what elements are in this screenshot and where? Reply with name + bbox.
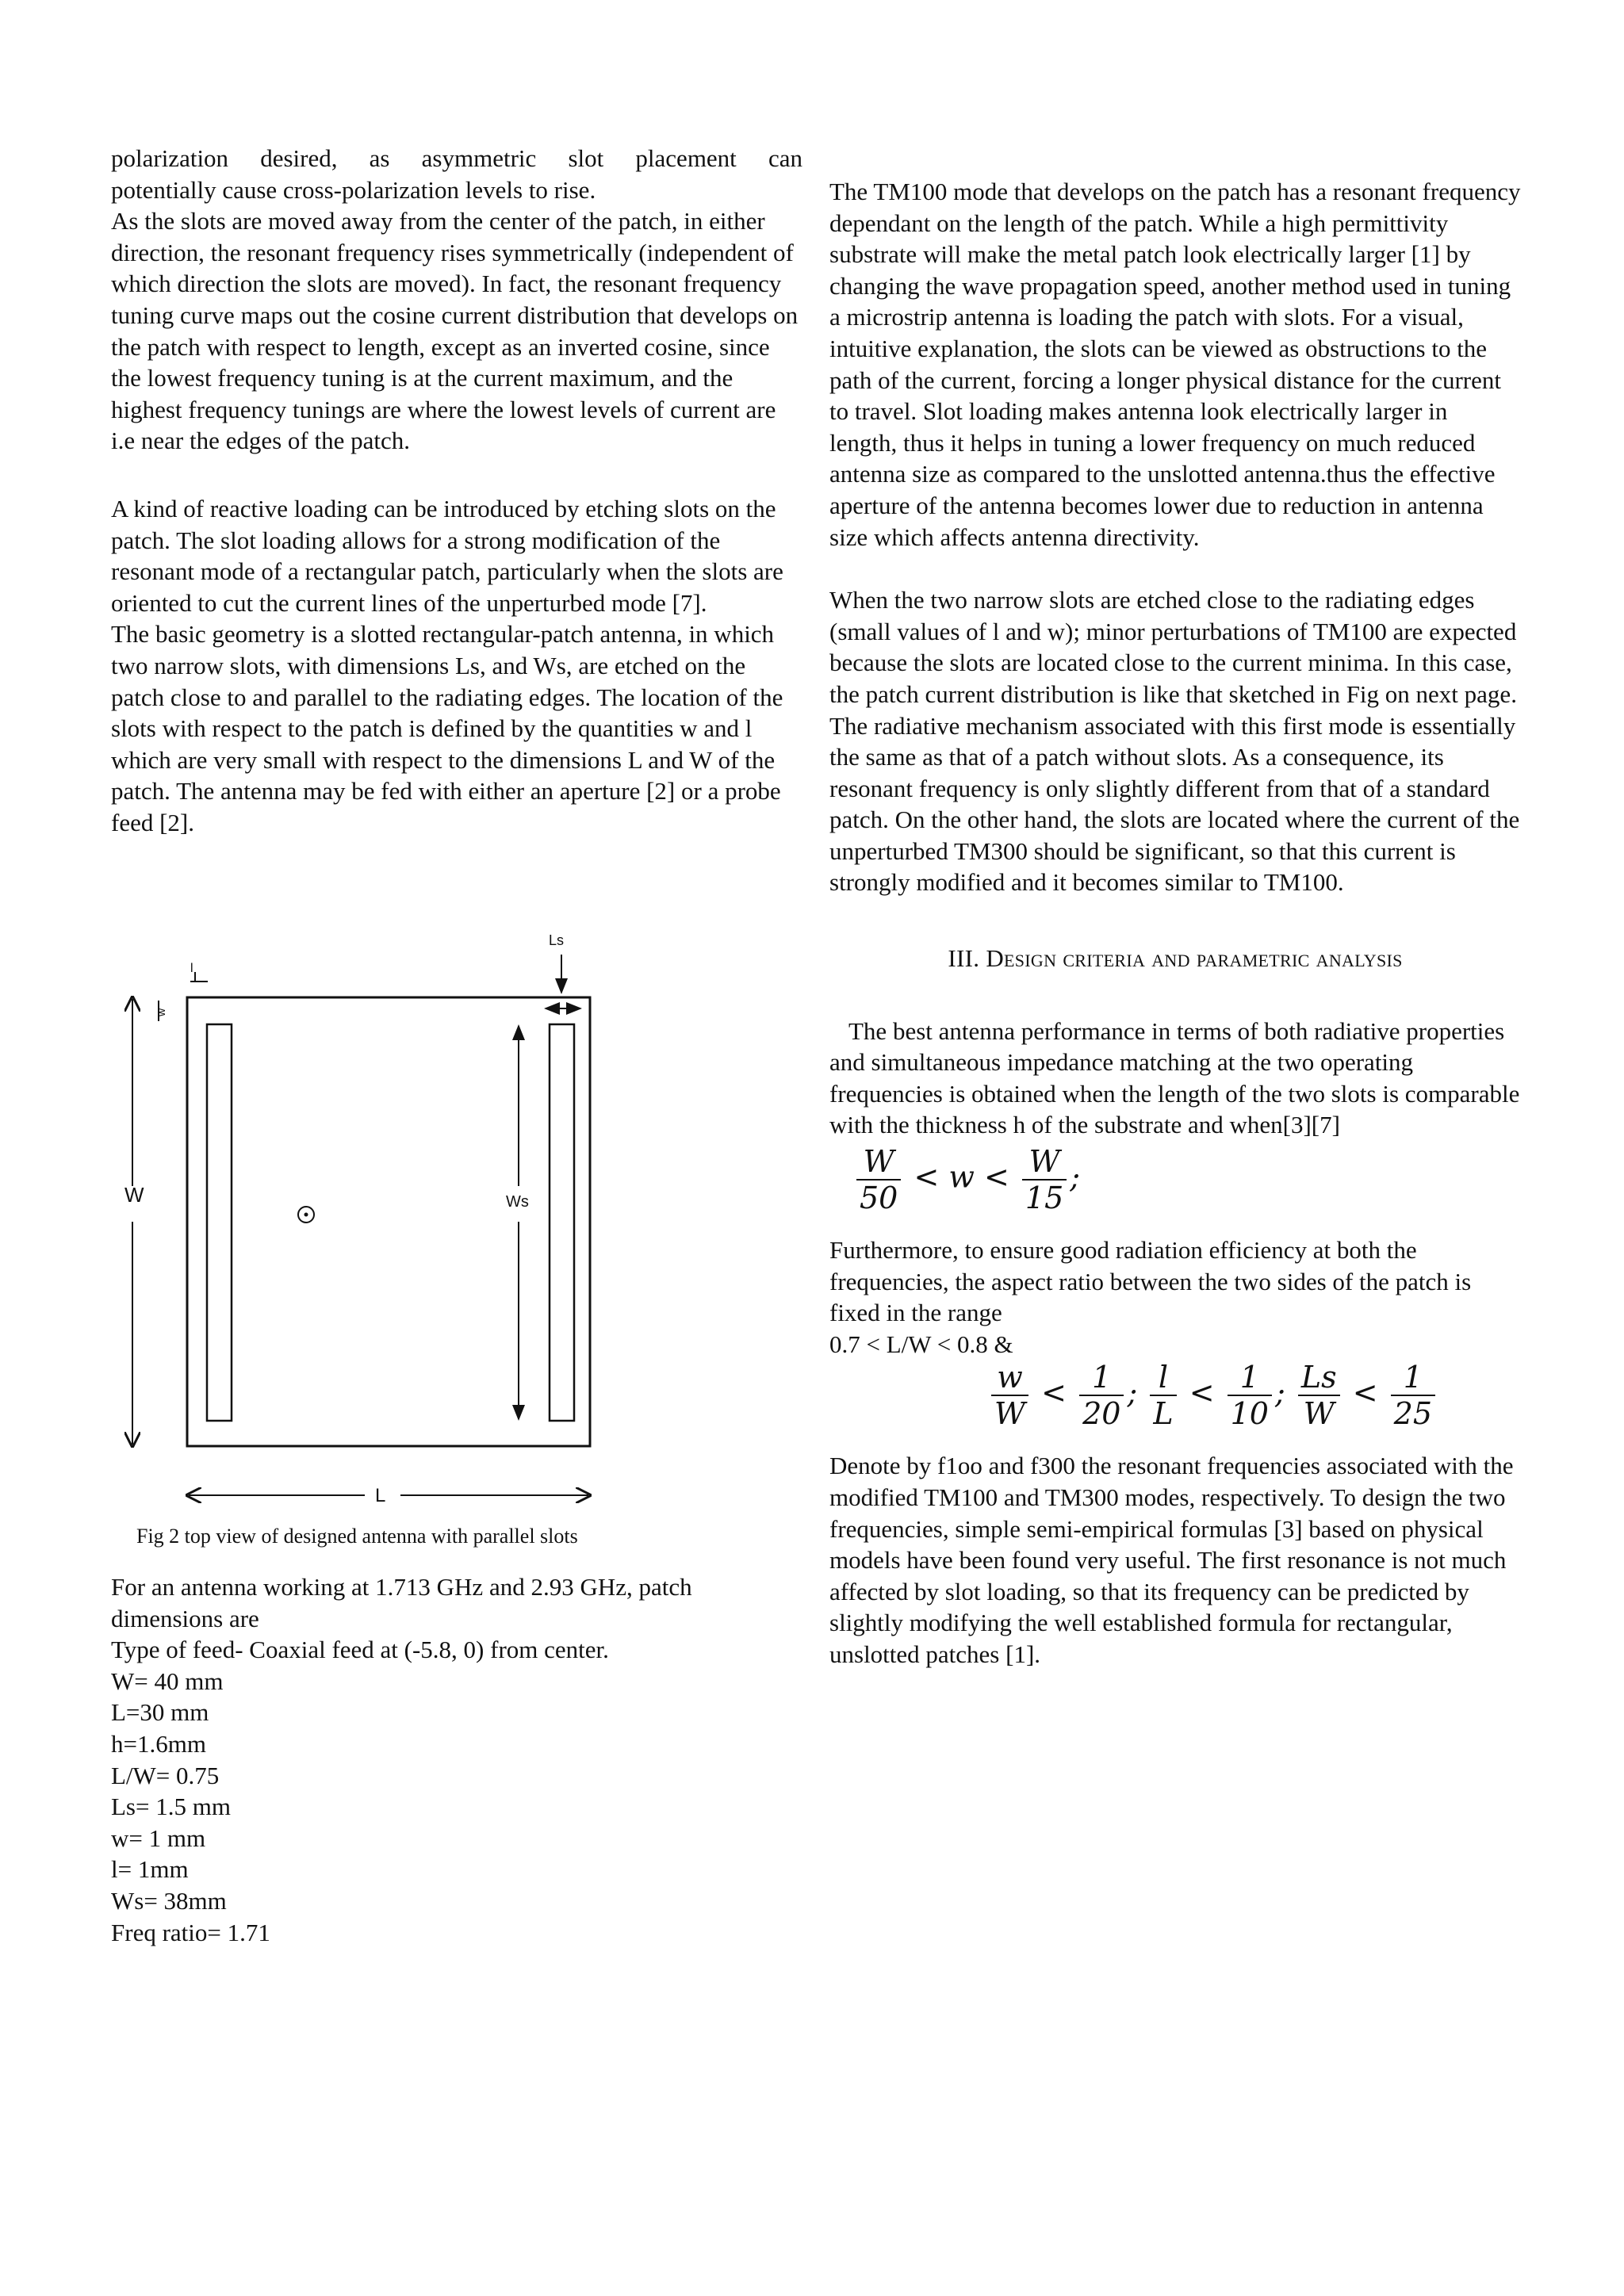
specs-intro: For an antenna working at 1.713 GHz and 2.93 GHz, patch dimensions are — [111, 1573, 692, 1632]
spec-item: Ws= 38mm — [111, 1886, 227, 1915]
equation-2: $\frac{w}{W}$ < $\frac{1}{20}$ ; $\frac{l}{L}$ < $\frac{1}{10}$ ; $\frac{Ls}{W}$ < $\frac{1}{25}$ — [829, 1360, 1521, 1431]
figure-caption: Fig 2 top view of designed antenna with parallel slots — [136, 1525, 578, 1548]
L-label: L — [375, 1485, 386, 1506]
specs-feed: Type of feed- Coaxial feed at (-5.8, 0) from center. — [111, 1636, 609, 1664]
spec-item: Freq ratio= 1.71 — [111, 1918, 270, 1946]
left-paragraph-2: As the slots are moved away from the center of the patch, in either direction, the resonant frequency rises symmetrically (independent of which direction the slots are moved). In fact, the resonant frequency tuning curve maps out the cosine current distribution that develops on the patch with respect to length, except as an inverted cosine, since the lowest frequency tuning is at the current maximum, and the highest frequency tunings are where the lowest levels of current are i.e near the edges of the patch. — [111, 207, 799, 455]
Ls-label: Ls — [549, 932, 565, 948]
W-label: W — [124, 1183, 144, 1207]
left-column — [111, 143, 802, 838]
Ws-label: Ws — [506, 1193, 529, 1211]
patch-outline — [187, 997, 590, 1446]
right-paragraph-2: When the two narrow slots are etched close to the radiating edges (small values of l and w); minor perturbations of TM100 are expected because the slots are located close to the current minima. In this case, the patch current distribution is like that sketched in Fig on next page. The radiative mechanism associated with this first mode is essentially the same as that of a patch without slots. As a consequence, its resonant frequency is only slightly different from that of a standard patch. On the other hand, the slots are located where the current of the unperturbed TM300 should be significant, so that this current is strongly modified and it becomes similar to TM100. — [829, 586, 1520, 897]
equation-1: $\frac{W}{50}$ < w < $\frac{W}{15}$ ; — [853, 1144, 1521, 1215]
spec-item: w= 1 mm — [111, 1823, 206, 1852]
right-paragraph-1: The TM100 mode that develops on the patch has a resonant frequency dependant on the length of the patch. While a high permittivity substrate will make the metal patch look electrically larger [1] by changing the wave propagation speed, another method used in tuning a microstrip antenna is loading the patch with slots. For a visual, intuitive explanation, the slots can be viewed as obstructions to the path of the current, forcing a longer physical distance for the current to travel. Slot loading makes antenna look electrically larger in length, thus it helps in tuning a lower frequency on much reduced antenna size as compared to the unslotted antenna.thus the effective aperture of the antenna becomes lower due to reduction in antenna size which affects antenna directivity. — [829, 178, 1521, 551]
left-paragraph-4: The basic geometry is a slotted rectangular-patch antenna, in which two narrow slots, with dimensions Ls, and Ws, are etched on the patch close to and parallel to the radiating edges. The location of the slots with respect to the patch is defined by the quantities w and l which are very small with respect to the dimensions L and W of the patch. The antenna may be fed with either an aperture [2] or a probe feed [2]. — [111, 620, 783, 836]
aspect-ratio-range: 0.7 < L/W < 0.8 & — [829, 1330, 1013, 1358]
spec-item: Ls= 1.5 mm — [111, 1793, 231, 1821]
spec-item: l= 1mm — [111, 1855, 189, 1884]
section-heading: III. Design criteria and parametric analysis — [948, 944, 1403, 973]
spec-item: h=1.6mm — [111, 1729, 206, 1758]
feed-point-inner — [304, 1213, 308, 1217]
antenna-specs — [111, 1571, 802, 1948]
right-paragraph-5: Denote by f1oo and f300 the resonant frequencies associated with the modified TM100 and TM300 modes, respectively. To design the two frequencies, simple semi-empirical formulas [3] based on physical models have been found very useful. The first resonance is not much affected by slot loading, so that its frequency can be predicted by slightly modifying the well established formula for rectangular, unslotted patches [1]. — [829, 1452, 1514, 1668]
w-label: w — [155, 1008, 167, 1016]
spec-item: L=30 mm — [111, 1698, 209, 1727]
spec-item: L/W= 0.75 — [111, 1761, 220, 1789]
right-paragraph-3: The best antenna performance in terms of both radiative properties and simultaneous impedance matching at the two operating frequencies is obtained when the length of the two slots is comparable with the thickness h of the substrate and when[3][7] — [829, 1016, 1520, 1139]
left-slot — [207, 1024, 232, 1421]
antenna-diagram — [111, 932, 634, 1535]
left-paragraph-1-rest: potentially cause cross-polarization levels to rise. — [111, 175, 596, 204]
right-column — [829, 176, 1521, 1670]
left-paragraph-3: A kind of reactive loading can be introduced by etching slots on the patch. The slot loading allows for a strong modification of the resonant mode of a rectangular patch, particularly when the slots are oriented to cut the current lines of the unperturbed mode [7]. — [111, 494, 783, 617]
l-label: l — [190, 962, 193, 975]
left-paragraph-1-line1: polarization desired, as asymmetric slot placement can — [111, 144, 802, 172]
right-slot — [550, 1024, 574, 1421]
right-paragraph-4: Furthermore, to ensure good radiation efficiency at both the frequencies, the aspect ratio between the two sides of the patch is fixed in the range — [829, 1236, 1472, 1327]
spec-item: W= 40 mm — [111, 1667, 224, 1695]
